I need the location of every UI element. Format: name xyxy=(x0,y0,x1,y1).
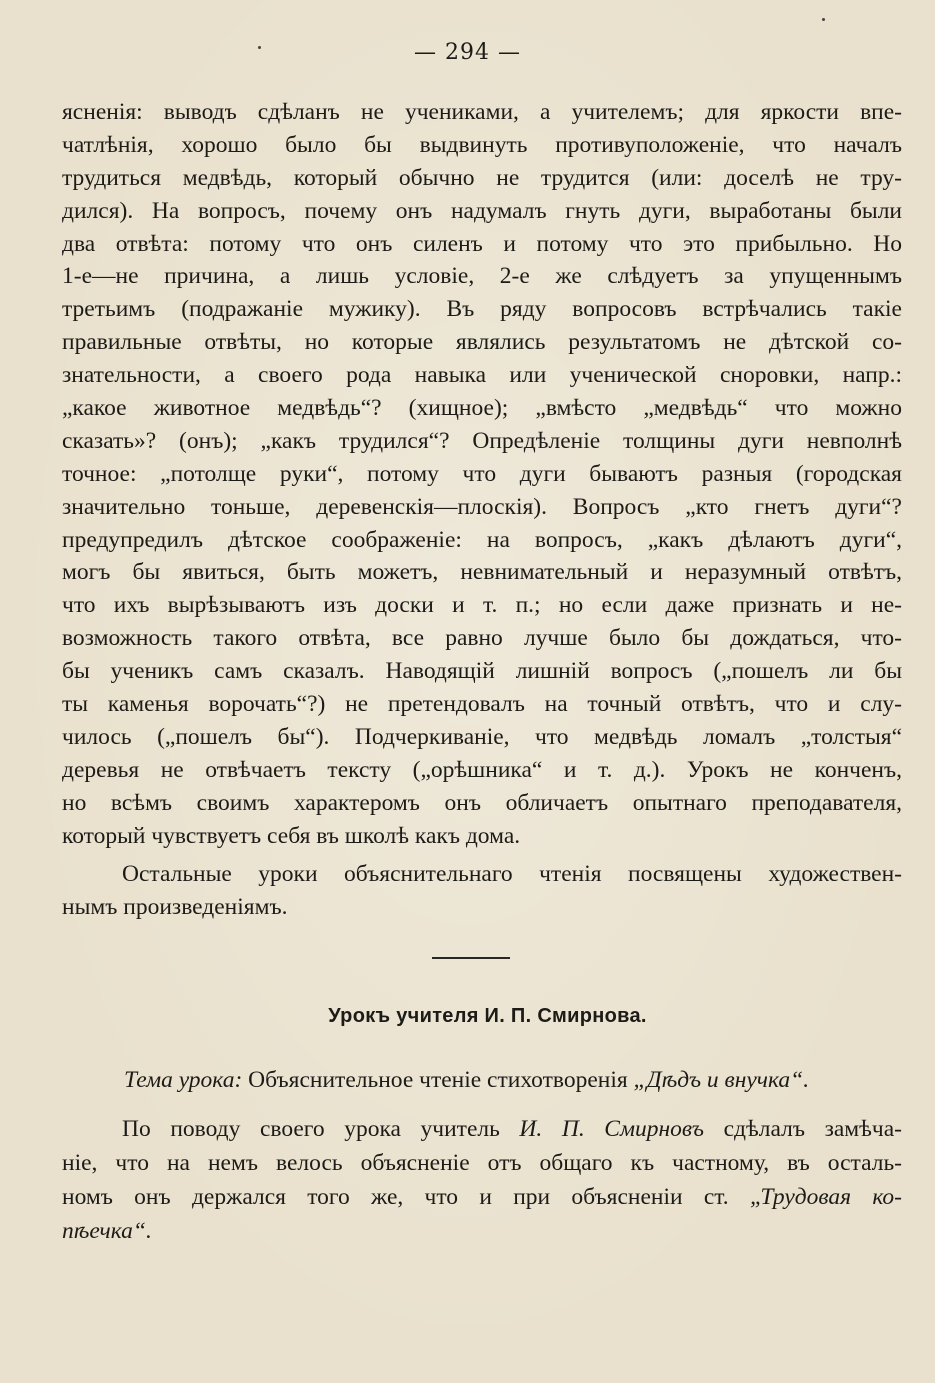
text-line: нымъ произведеніямъ. xyxy=(62,894,288,920)
text-line: значительно тоньше, деревенскія—плоскія). Вопросъ „кто гнетъ дуги“? xyxy=(62,493,902,520)
text-line: возможность такого отвѣта, все равно лучше было бы дождаться, что- xyxy=(62,625,902,652)
text-line: деревья не отвѣчаетъ тексту („орѣшника“ и т. д.). Урокъ не конченъ, xyxy=(62,756,902,783)
paragraph-lesson-analysis xyxy=(62,96,902,852)
paragraph-teacher-remark xyxy=(62,1112,902,1248)
topic-text: Объяснительное чтеніе стихотворенія xyxy=(242,1067,634,1093)
speck-mark xyxy=(258,46,261,49)
poem-title: „Дѣдъ и внучка“. xyxy=(633,1067,810,1093)
text-line: чатлѣнія, хорошо было бы выдвинуть противуположеніе, что началъ xyxy=(62,131,902,158)
text-line: ты каменья ворочать“?) не претендовалъ на точный отвѣтъ, что и слу- xyxy=(62,691,902,718)
text-line: ясненія: выводъ сдѣланъ не учениками, а учителемъ; для яркости впе- xyxy=(62,99,902,125)
story-title: „Трудовая ко- xyxy=(749,1184,903,1210)
text-line: „какое животное медвѣдь“? (хищное); „вмѣсто „медвѣдь“ что можно xyxy=(62,395,902,422)
text-line: бы ученикъ самъ сказалъ. Наводящій лишній вопросъ („пошелъ ли бы xyxy=(62,658,902,685)
text-line: знательности, а своего рода навыка или ученической сноровки, напр.: xyxy=(62,362,902,389)
text-line: точное: „потолще руки“, потому что дуги бываютъ разныя (городская xyxy=(62,460,902,487)
section-divider xyxy=(432,957,510,959)
text-line: третьимъ (подражаніе мужику). Въ ряду вопросовъ встрѣчались такіе xyxy=(62,296,902,323)
text-line: ніе, что на немъ велось объясненіе отъ общаго къ частному, въ осталь- xyxy=(62,1150,902,1176)
text-line: 1-е—не причина, а лишь условіе, 2-е же слѣдуетъ за упущеннымъ xyxy=(62,263,902,290)
text-line: дился). На вопросъ, почему онъ надумалъ гнуть дуги, выработаны были xyxy=(62,197,902,224)
teacher-name: И. П. Смирновъ xyxy=(519,1116,704,1142)
text-line: который чувствуетъ себя въ школѣ какъ дома. xyxy=(62,822,521,849)
text-line: что ихъ вырѣзываютъ изъ доски и т. п.; но если даже признать и не- xyxy=(62,592,902,619)
text-fragment: номъ онъ держался того же, что и при объясненіи ст. xyxy=(62,1184,750,1210)
text-line: чилось („пошелъ бы“). Подчеркиваніе, что медвѣдь ломалъ „толстыя“ xyxy=(62,723,902,750)
text-line: трудиться медвѣдь, который обычно не трудится (или: доселѣ не тру- xyxy=(62,164,902,191)
lesson-topic xyxy=(124,1064,902,1097)
text-line: предупредилъ дѣтское соображеніе: на вопросъ, „какъ дѣлаютъ дуги“, xyxy=(62,526,902,553)
text-line xyxy=(62,1180,902,1214)
paragraph-remaining-lessons xyxy=(62,858,902,924)
story-title-end: пѣечка“. xyxy=(62,1218,152,1244)
text-line xyxy=(62,1112,902,1146)
text-line: сказать»? (онъ); „какъ трудился“? Опредѣленіе толщины дуги невполнѣ xyxy=(62,427,902,454)
text-line: два отвѣта: потому что онъ силенъ и потому что это прибыльно. Но xyxy=(62,230,902,257)
text-line: правильные отвѣты, но которые являлись результатомъ не дѣтской со- xyxy=(62,329,902,356)
text-line: Остальные уроки объяснительнаго чтенія посвящены художествен- xyxy=(122,861,902,887)
text-line: могъ бы явиться, быть можетъ, невнимательный и неразумный отвѣтъ, xyxy=(62,559,902,586)
text-line: но всѣмъ своимъ характеромъ онъ обличаетъ опытнаго преподавателя, xyxy=(62,789,902,816)
section-heading: Урокъ учителя И. П. Смирнова. xyxy=(328,1005,647,1027)
text-fragment: сдѣлалъ замѣча- xyxy=(703,1116,902,1142)
topic-label: Тема урока: xyxy=(124,1067,243,1093)
text-fragment: По поводу своего урока учитель xyxy=(122,1116,520,1142)
page-number: — 294 — xyxy=(414,40,521,65)
speck-mark xyxy=(822,18,825,21)
